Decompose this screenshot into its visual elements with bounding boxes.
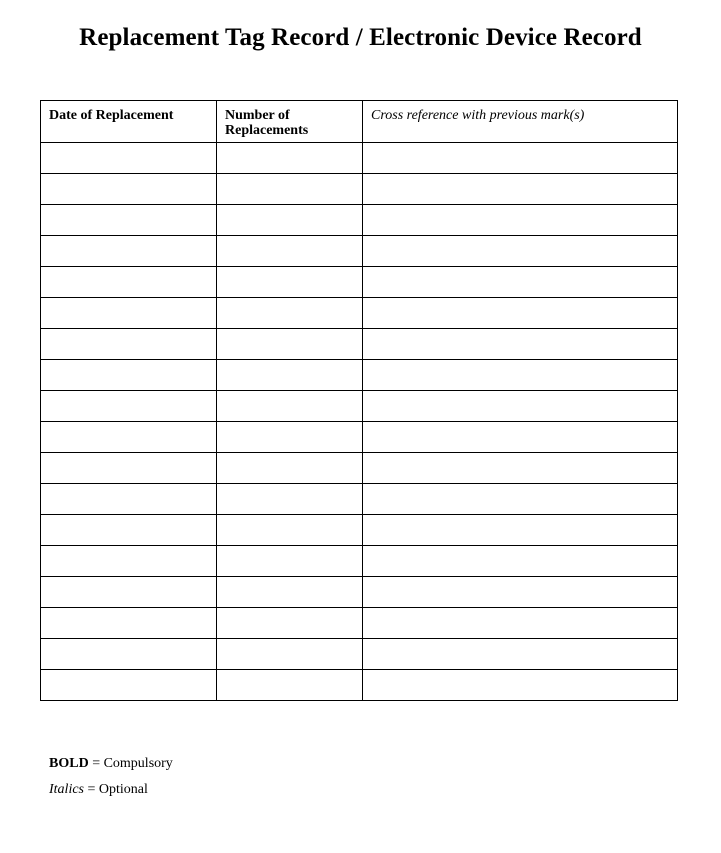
table-row — [41, 236, 678, 267]
column-header-date-of-replacement: Date of Replacement — [41, 101, 217, 143]
number-of-replacements-cell[interactable] — [217, 484, 363, 515]
number-of-replacements-cell[interactable] — [217, 515, 363, 546]
legend-italics-line — [49, 782, 148, 798]
number-of-replacements-cell[interactable] — [217, 236, 363, 267]
table-row — [41, 608, 678, 639]
number-of-replacements-cell[interactable] — [217, 639, 363, 670]
number-of-replacements-cell[interactable] — [217, 577, 363, 608]
legend-bold-term: BOLD — [49, 756, 89, 771]
table-row — [41, 484, 678, 515]
cross-reference-cell[interactable] — [363, 267, 678, 298]
table-row — [41, 515, 678, 546]
cross-reference-cell[interactable] — [363, 670, 678, 701]
table-row — [41, 639, 678, 670]
table-header-row — [41, 101, 678, 143]
table-row — [41, 205, 678, 236]
date-of-replacement-cell[interactable] — [41, 670, 217, 701]
cross-reference-cell[interactable] — [363, 298, 678, 329]
cross-reference-cell[interactable] — [363, 639, 678, 670]
number-of-replacements-cell[interactable] — [217, 608, 363, 639]
table-row — [41, 298, 678, 329]
number-of-replacements-cell[interactable] — [217, 546, 363, 577]
cross-reference-cell[interactable] — [363, 236, 678, 267]
number-of-replacements-cell[interactable] — [217, 670, 363, 701]
table-row — [41, 453, 678, 484]
replacement-record-table — [40, 100, 678, 701]
number-of-replacements-cell[interactable] — [217, 391, 363, 422]
table-row — [41, 670, 678, 701]
cross-reference-cell[interactable] — [363, 174, 678, 205]
table-row — [41, 267, 678, 298]
number-of-replacements-cell[interactable] — [217, 453, 363, 484]
table-body — [41, 143, 678, 701]
table-row — [41, 577, 678, 608]
table-row — [41, 329, 678, 360]
cross-reference-cell[interactable] — [363, 515, 678, 546]
document-title: Replacement Tag Record / Electronic Device Record — [79, 24, 642, 51]
number-of-replacements-cell[interactable] — [217, 267, 363, 298]
date-of-replacement-cell[interactable] — [41, 639, 217, 670]
cross-reference-cell[interactable] — [363, 608, 678, 639]
cross-reference-cell[interactable] — [363, 577, 678, 608]
date-of-replacement-cell[interactable] — [41, 484, 217, 515]
column-header-number-of-replacements: Number of Replacements — [217, 101, 363, 143]
date-of-replacement-cell[interactable] — [41, 329, 217, 360]
legend-bold-meaning: = Compulsory — [92, 756, 173, 771]
date-of-replacement-cell[interactable] — [41, 298, 217, 329]
number-of-replacements-cell[interactable] — [217, 298, 363, 329]
date-of-replacement-cell[interactable] — [41, 143, 217, 174]
legend-italics-term: Italics — [49, 782, 84, 797]
date-of-replacement-cell[interactable] — [41, 453, 217, 484]
date-of-replacement-cell[interactable] — [41, 515, 217, 546]
legend-bold-line — [49, 756, 173, 772]
cross-reference-cell[interactable] — [363, 329, 678, 360]
date-of-replacement-cell[interactable] — [41, 236, 217, 267]
cross-reference-cell[interactable] — [363, 143, 678, 174]
date-of-replacement-cell[interactable] — [41, 608, 217, 639]
table-row — [41, 391, 678, 422]
date-of-replacement-cell[interactable] — [41, 577, 217, 608]
date-of-replacement-cell[interactable] — [41, 546, 217, 577]
date-of-replacement-cell[interactable] — [41, 360, 217, 391]
date-of-replacement-cell[interactable] — [41, 422, 217, 453]
number-of-replacements-cell[interactable] — [217, 205, 363, 236]
cross-reference-cell[interactable] — [363, 422, 678, 453]
column-header-cross-reference: Cross reference with previous mark(s) — [363, 101, 678, 143]
table-row — [41, 546, 678, 577]
number-of-replacements-cell[interactable] — [217, 329, 363, 360]
date-of-replacement-cell[interactable] — [41, 205, 217, 236]
cross-reference-cell[interactable] — [363, 205, 678, 236]
number-of-replacements-cell[interactable] — [217, 360, 363, 391]
number-of-replacements-cell[interactable] — [217, 174, 363, 205]
table-row — [41, 174, 678, 205]
number-of-replacements-cell[interactable] — [217, 143, 363, 174]
date-of-replacement-cell[interactable] — [41, 174, 217, 205]
table-row — [41, 422, 678, 453]
cross-reference-cell[interactable] — [363, 453, 678, 484]
number-of-replacements-cell[interactable] — [217, 422, 363, 453]
cross-reference-cell[interactable] — [363, 546, 678, 577]
cross-reference-cell[interactable] — [363, 484, 678, 515]
cross-reference-cell[interactable] — [363, 360, 678, 391]
legend-italics-meaning: = Optional — [87, 782, 148, 797]
table-row — [41, 143, 678, 174]
table-row — [41, 360, 678, 391]
date-of-replacement-cell[interactable] — [41, 267, 217, 298]
date-of-replacement-cell[interactable] — [41, 391, 217, 422]
cross-reference-cell[interactable] — [363, 391, 678, 422]
